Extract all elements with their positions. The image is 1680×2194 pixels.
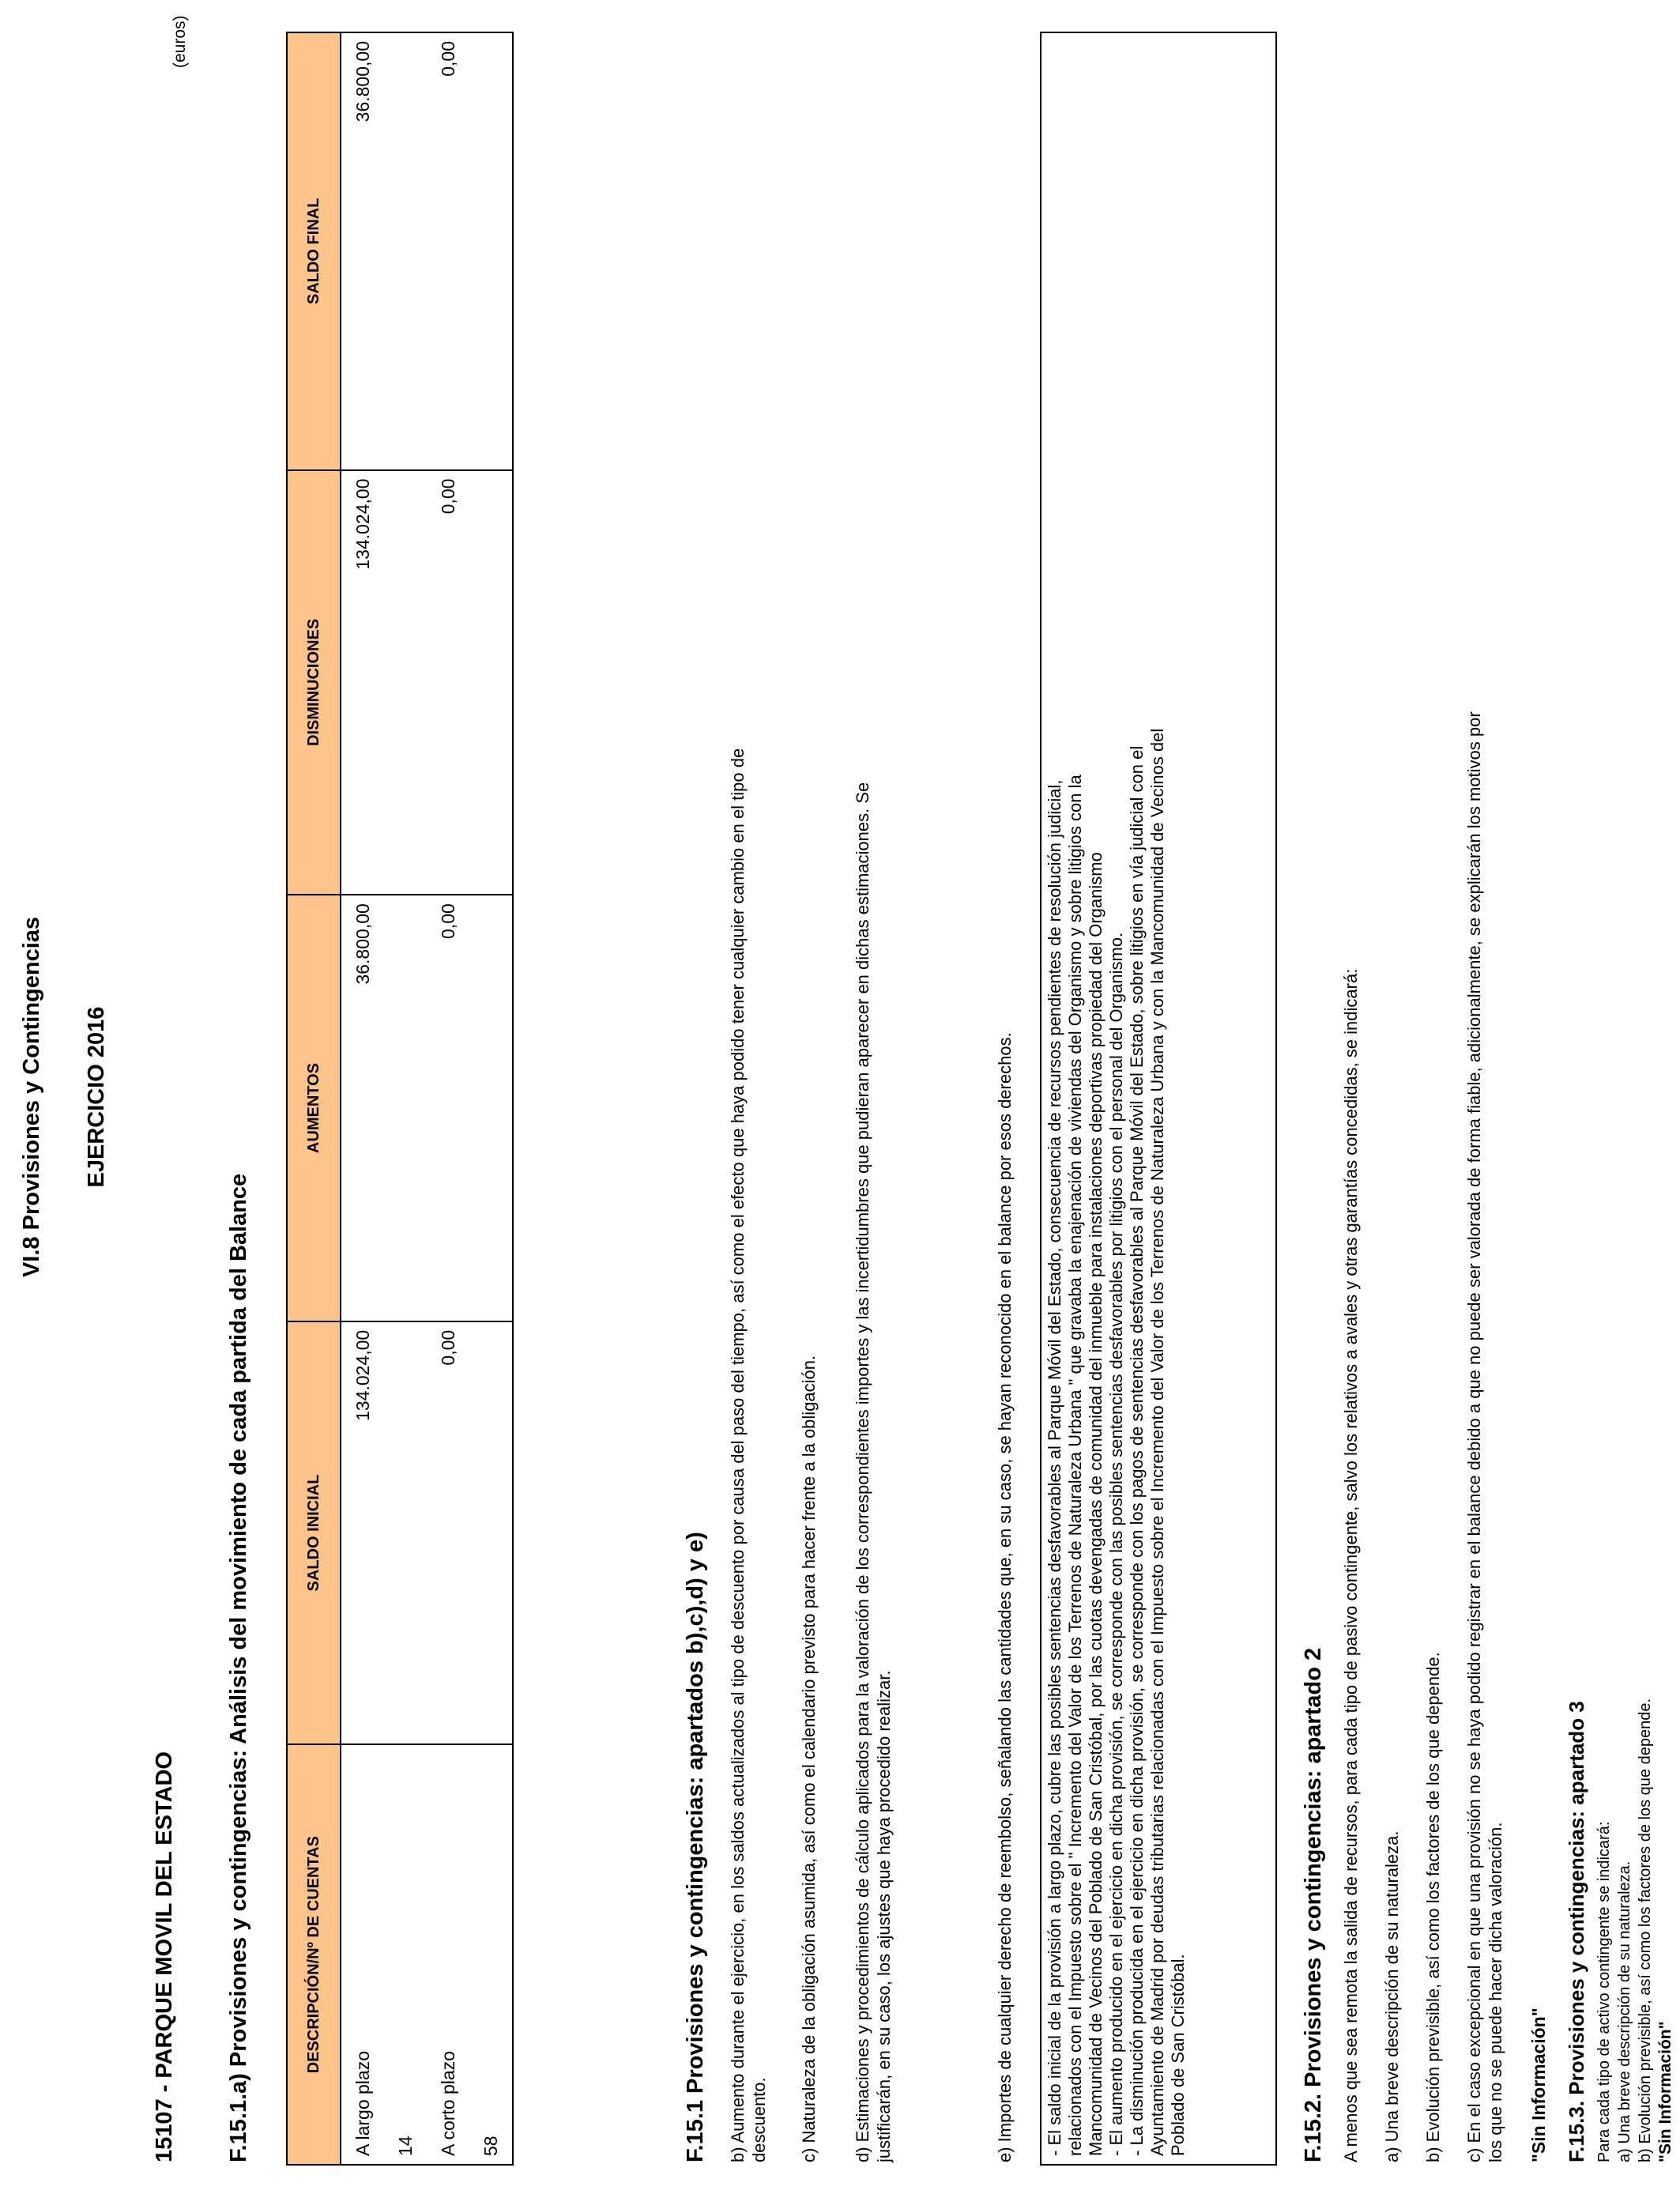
column-header-saldo-final: SALDO FINAL [287,32,341,470]
cell-saldo-final [469,32,513,470]
section-f151-item-b [727,36,770,2162]
cell-saldo-inicial [384,1321,427,1745]
note-line: relacionados con el Impuesto sobre el " Incremento del Valor de los Terrenos de Naturaleza Urbana " que gravaba la enajenación de viviendas del Organismo y sobre litigios con la [1065,775,1085,2156]
cell-saldo-inicial: 134.024,00 [341,1321,384,1745]
provisions-table [286,32,514,2166]
note-line: Poblado de San Cristóbal. [1168,1954,1188,2156]
cell-saldo-inicial [469,1321,513,1745]
note-line: - La disminución producida en el ejercicio en dicha provisión, se corresponde con los pagos de sentencias desfavorables al Parque Móvil del Estado, sobre litigios en vía judicial con el [1127,745,1147,2156]
table-section-heading: F.15.1.a) Provisiones y contingencias: Análisis del movimiento de cada partida del Balance [226,1173,251,2162]
cell-description: 58 [469,1744,513,2165]
section-f153-item-a: a) Una breve descripción de su naturaleza. [1616,1860,1633,2162]
note-line: - El saldo inicial de la provisión a largo plazo, cubre las posibles sentencias desfavorables al Parque Móvil del Estado, consecuencia de recursos pendientes de resolución judicial, [1045,779,1064,2156]
section-f152-heading: F.15.2. Provisiones y contingencias: apartado 2 [1301,1647,1326,2162]
cell-saldo-inicial: 0,00 [427,1321,469,1745]
section-f153-heading: F.15.3. Provisiones y contingencias: apartado 3 [1565,1701,1588,2162]
section-f152-intro: A menos que sea remota la salida de recursos, para cada tipo de pasivo contingente, salvo los relativos a avales y otras garantías concedidas, se indicará: [1341,968,1361,2162]
table-header-row [287,32,341,2165]
note-line: Mancomunidad de Vecinos del Poblado de San Cristóbal, por las cuotas devengadas de comunidad del inmueble para instalaciones deportivas propiedad del Organismo [1086,852,1106,2156]
section-f151-item-d [852,36,895,2162]
item-d-line-2: justificarán, en su caso, los ajustes que haya procedido realizar. [874,1670,894,2162]
column-header-description: DESCRIPCIÓN/Nº DE CUENTAS [287,1744,341,2165]
cell-saldo-final [384,32,427,470]
table-row [469,32,513,2165]
section-f151-heading: F.15.1 Provisiones y contingencias: apartados b),c),d) y e) [683,1532,708,2162]
cell-disminuciones [384,470,427,895]
section-f152-item-c [1463,36,1506,2162]
currency-note: (euros) [171,15,189,68]
section-f151-item-e: e) Importes de cualquier derecho de reembolso, señalando las cantidades que, en su caso, se hayan reconocido en el balance por esos derechos. [995,1032,1015,2162]
item-d-line-1: d) Estimaciones y procedimientos de cálculo aplicados para la valoración de los correspondientes importes y las incertidumbres que pudieran aparecer en dichas estimaciones. Se [853,782,872,2162]
section-f153-intro: Para cada tipo de activo contingente se indicará: [1595,1821,1613,2162]
document-title: VI.8 Provisiones y Contingencias [19,916,44,1278]
provision-explanation-box [1040,32,1277,2166]
section-f153-item-b: b) Evolución previsible, así como los factores de los que depende. [1637,1698,1654,2162]
note-line: - El aumento producido en el ejercicio en dicha provisión, se corresponde con las posibles sentencias desfavorables por litigios con el personal del Organismo. [1106,932,1126,2156]
cell-aumentos [384,895,427,1321]
cell-description: A corto plazo [427,1744,469,2165]
note-line: Ayuntamiento de Madrid por deudas tributarias relacionadas con el Impuesto sobre el Incremento del Valor de los Terrenos de Naturaleza Urbana y con la Mancomunidad de Vecinos del [1147,728,1167,2156]
cell-description: 14 [384,1744,427,2165]
section-f152-item-b: b) Evolución previsible, así como los factores de los que depende. [1423,1652,1443,2162]
item-c-line-1: c) En el caso excepcional en que una provisión no se haya podido registrar en el balance debido a que no puede ser valorada de forma fiable, adicionalmente, se explicarán los motivos por [1464,711,1484,2162]
cell-disminuciones: 0,00 [427,470,469,895]
section-f151-item-c: c) Naturaleza de la obligación asumida, así como el calendario previsto para hacer frente a la obligación. [799,1355,819,2162]
cell-disminuciones: 134.024,00 [341,470,384,895]
table-row [427,32,469,2165]
item-b-line-1: b) Aumento durante el ejercicio, en los saldos actualizados al tipo de descuento por causa del paso del tiempo, así como el efecto que haya podido tener cualquier cambio en el tipo de [728,748,748,2162]
item-b-line-2: descuento. [749,2077,769,2162]
column-header-aumentos: AUMENTOS [287,895,341,1321]
section-f152-no-info: "Sin Información" [1528,2007,1549,2162]
section-f153-no-info: "Sin Información" [1656,2021,1674,2162]
section-f152-item-a: a) Una breve descripción de su naturaleza. [1382,1830,1402,2162]
fiscal-year-title: EJERCICIO 2016 [84,1006,109,1188]
cell-description: A largo plazo [341,1744,384,2165]
cell-aumentos: 36.800,00 [341,895,384,1321]
entity-title: 15107 - PARQUE MOVIL DEL ESTADO [152,1751,177,2162]
table-row [341,32,384,2165]
cell-disminuciones [469,470,513,895]
column-header-disminuciones: DISMINUCIONES [287,470,341,895]
cell-saldo-final: 36.800,00 [341,32,384,470]
column-header-saldo-inicial: SALDO INICIAL [287,1321,341,1745]
item-c-line-2: los que no se puede hacer dicha valoración. [1486,1822,1505,2162]
cell-aumentos: 0,00 [427,895,469,1321]
cell-aumentos [469,895,513,1321]
table-row [384,32,427,2165]
cell-saldo-final: 0,00 [427,32,469,470]
